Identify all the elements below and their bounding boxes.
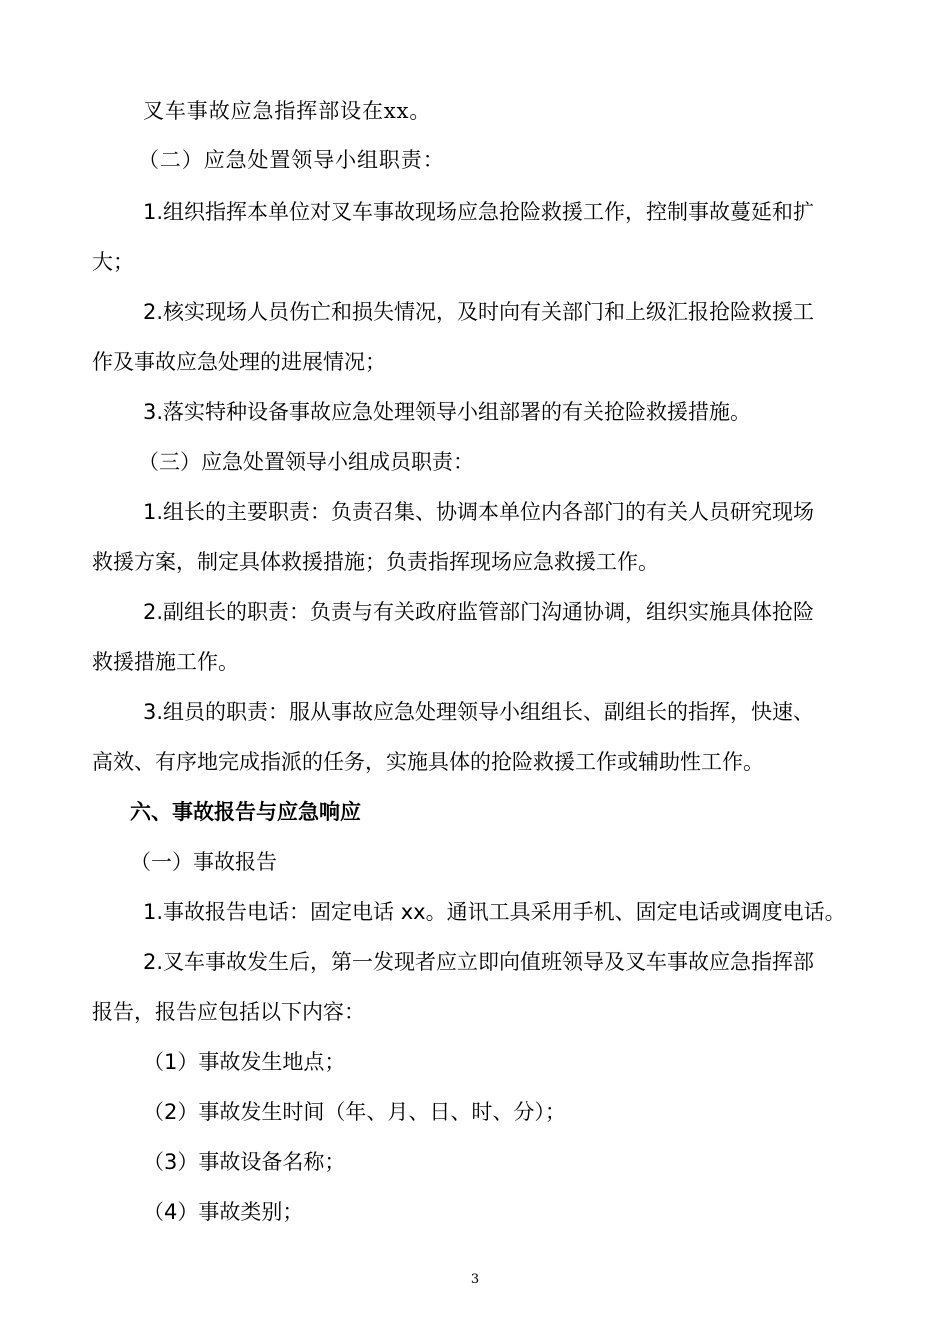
subsection-heading-accident-report: （一）事故报告	[130, 850, 277, 874]
duty-item-2-line-1: 2.核实现场人员伤亡和损失情况，及时向有关部门和上级汇报抢险救援工	[143, 300, 815, 324]
leader-duty-line-1: 1.组长的主要职责：负责召集、协调本单位内各部门的有关人员研究现场	[143, 500, 815, 524]
sentence-end-mark: 。	[409, 99, 432, 123]
command-location-text: 叉车事故应急指挥部设在	[143, 99, 384, 123]
report-content-item-2: （2）事故发生时间（年、月、日、时、分）；	[143, 1100, 566, 1124]
member-duty-line-2: 高效、有序地完成指派的任务，实施具体的抢险救援工作或辅助性工作。	[92, 750, 764, 774]
duty-item-1-line-1: 1.组织指挥本单位对叉车事故现场应急抢险救援工作，控制事故蔓延和扩	[143, 200, 815, 224]
page-number: 3	[470, 1272, 480, 1287]
report-content-item-4: （4）事故类别；	[143, 1200, 304, 1224]
command-location-line	[143, 96, 431, 126]
deputy-leader-duty-line-2: 救援措施工作。	[92, 650, 239, 674]
subsection-heading-leadership-duties: （二）应急处置领导小组职责：	[138, 148, 445, 172]
location-placeholder: xx	[383, 99, 410, 123]
report-content-item-3: （3）事故设备名称；	[143, 1150, 346, 1174]
duty-item-2-line-2: 作及事故应急处理的进展情况；	[92, 350, 386, 374]
leader-duty-line-2: 救援方案，制定具体救援措施；负责指挥现场应急救援工作。	[92, 550, 659, 574]
duty-item-1-line-2: 大；	[92, 250, 134, 274]
deputy-leader-duty-line-1: 2.副组长的职责：负责与有关政府监管部门沟通协调，组织实施具体抢险	[143, 600, 815, 624]
report-procedure-line-1: 2.叉车事故发生后，第一发现者应立即向值班领导及叉车事故应急指挥部	[143, 950, 815, 974]
subsection-heading-member-duties: （三）应急处置领导小组成员职责：	[138, 450, 474, 474]
report-procedure-line-2: 报告，报告应包括以下内容：	[92, 1000, 365, 1024]
duty-item-3: 3.落实特种设备事故应急处理领导小组部署的有关抢险救援措施。	[143, 400, 752, 424]
report-phone-line: 1.事故报告电话：固定电话 xx。通讯工具采用手机、固定电话或调度电话。	[143, 900, 846, 924]
section-heading: 六、事故报告与应急响应	[130, 800, 361, 824]
member-duty-line-1: 3.组员的职责：服从事故应急处理领导小组组长、副组长的指挥，快速、	[143, 700, 815, 724]
report-content-item-1: （1）事故发生地点；	[143, 1050, 346, 1074]
